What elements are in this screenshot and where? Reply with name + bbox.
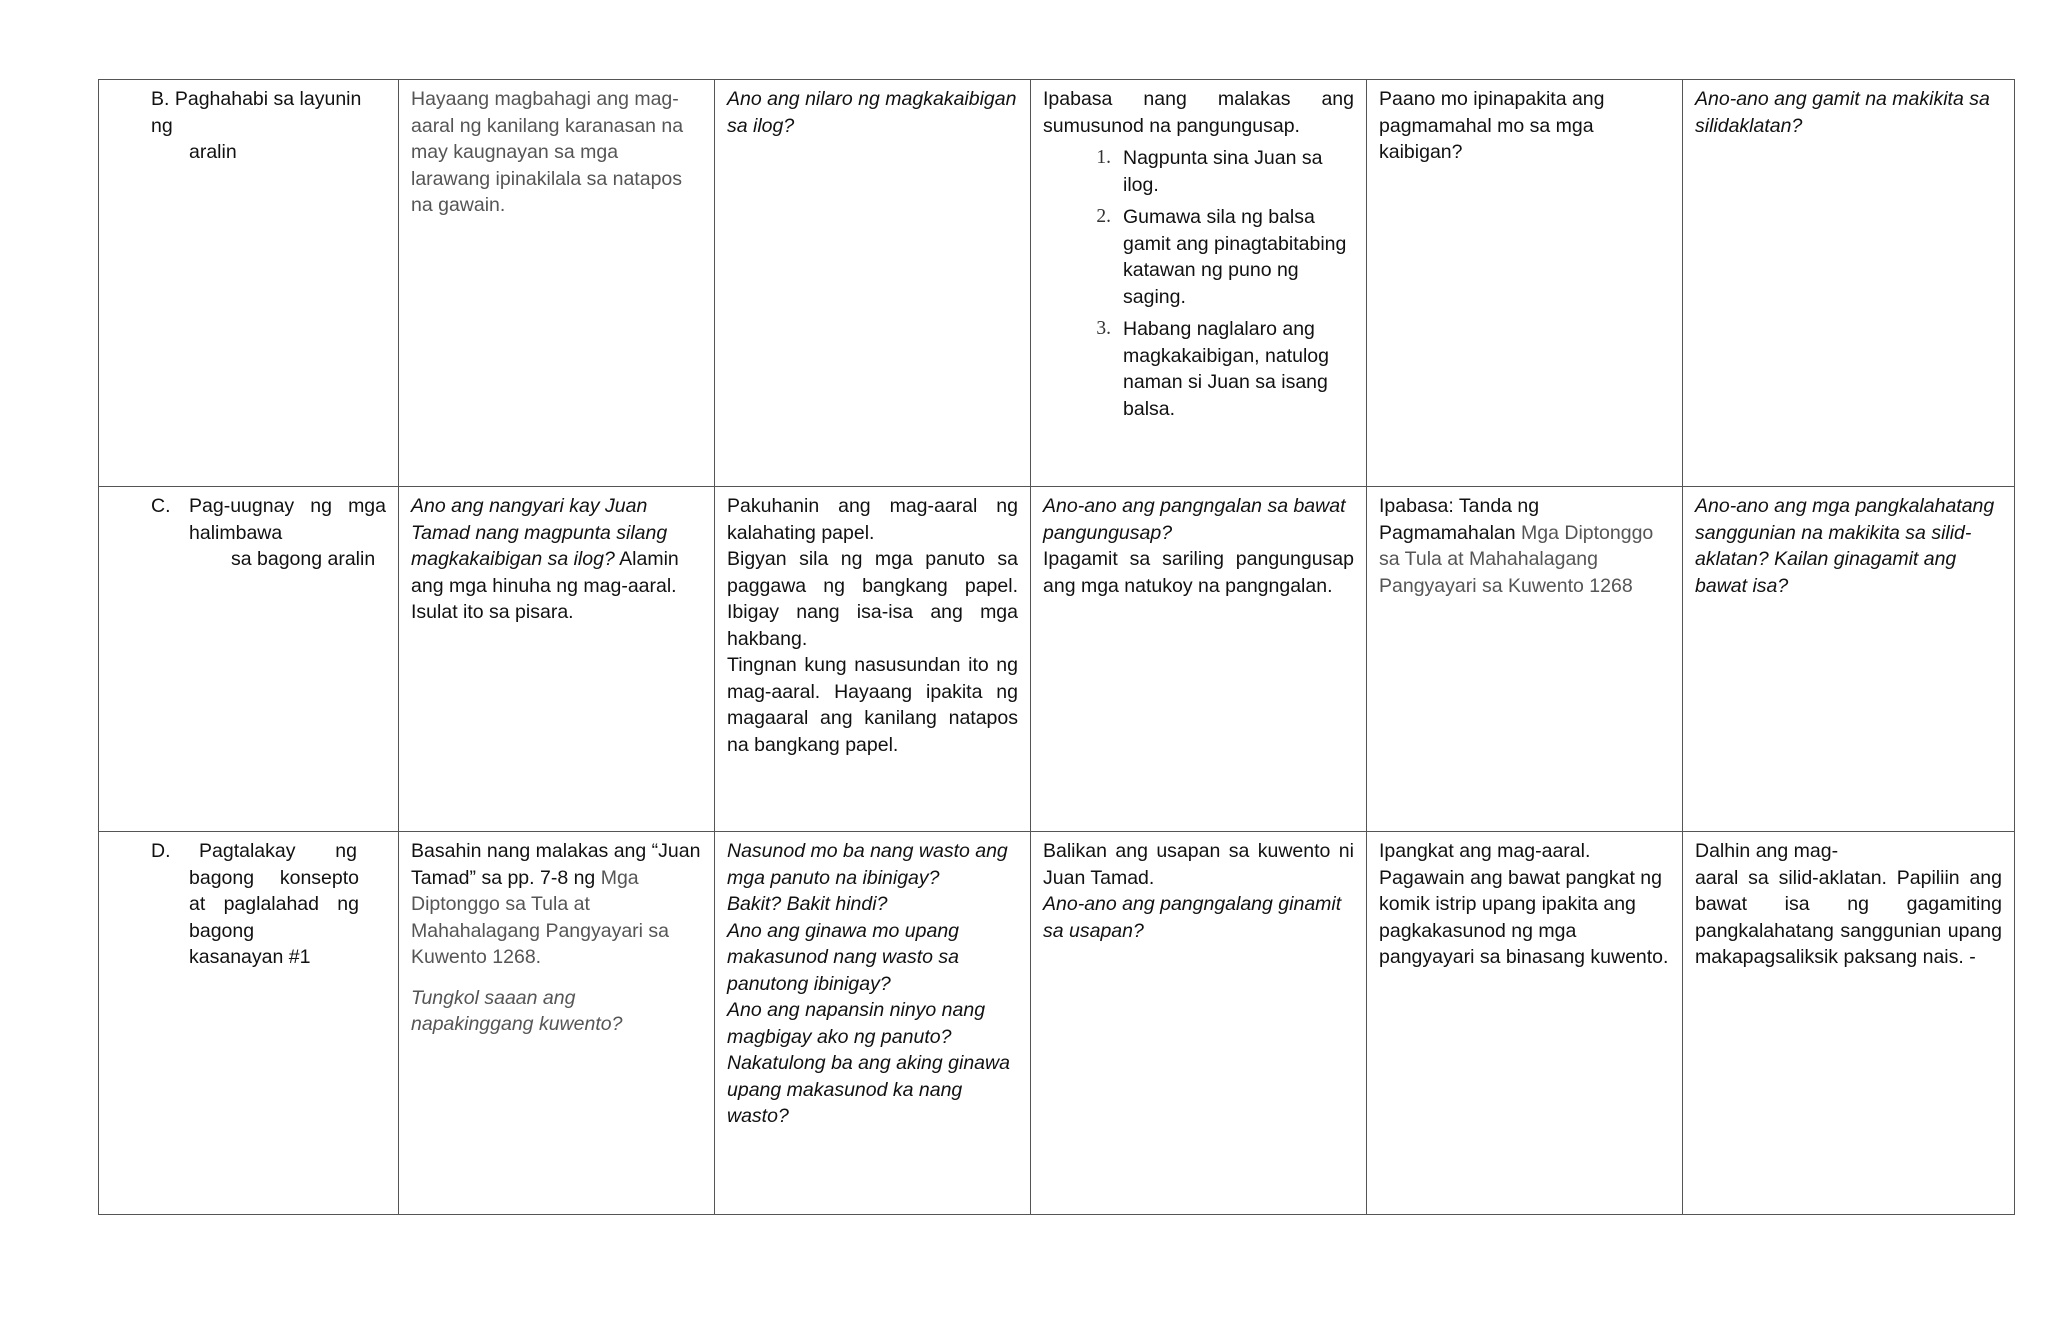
cell-text: Basahin nang malakas ang “Juan Tamad” sa pp. 7-8 ng [411,840,701,889]
cell-text: Ano-ano ang gamit na makikita sa silidaklatan? [1695,88,1990,137]
row-label-line: bagong konsepto [189,866,359,889]
list-number: 2. [1096,206,1111,227]
cell-text: aaral sa silid-aklatan. Papiliin ang bawat isa ng gagamiting pangkalahatang sanggunian upang makapagsaliksik paksang nais. - [1695,866,2002,968]
cell-d-1 [399,832,715,1215]
row-label-line: Pag-uugnay ng mga [189,495,386,517]
cell-text: Ipabasa nang malakas ang sumusunod na pangungusap. [1043,88,1354,137]
cell-text: Ipangkat ang mag-aaral. Pagawain ang bawat pangkat ng komik istrip upang ipakita ang pagkakasunod ng mga pangyayari sa binasang kuwento. [1379,840,1669,968]
table-row-b [99,80,2015,487]
cell-c-2 [715,487,1031,832]
row-label-line: at paglalahad ng [189,893,359,915]
table-row-d [99,832,2015,1215]
cell-c-3 [1031,487,1367,832]
list-text: Nagpunta sina Juan sa ilog. [1123,147,1323,196]
lesson-plan-table [98,79,2015,1215]
cell-d-3 [1031,832,1367,1215]
cell-d-2 [715,832,1031,1215]
list-item [1043,316,1354,422]
cell-text: Ano-ano ang pangngalang ginamit sa usapan? [1043,893,1342,942]
row-letter: D. [151,840,171,862]
row-label-d [99,832,399,1215]
list-item [1043,204,1354,310]
row-label-line: kasanayan #1 [189,946,311,968]
list-item [1043,145,1354,198]
cell-b-4 [1367,80,1683,487]
table-row-c [99,487,2015,832]
cell-text: Ano-ano ang pangngalan sa bawat pangungusap? [1043,495,1346,544]
cell-c-1 [399,487,715,832]
cell-d-4 [1367,832,1683,1215]
cell-text: Ano ang nilaro ng magkakaibigan sa ilog? [727,88,1017,137]
row-label-line: Paghahabi sa layunin ng [151,88,362,137]
cell-text: Ano ang nangyari kay Juan Tamad nang magpunta silang magkakaibigan sa ilog? [411,495,668,570]
row-label-line: halimbawa [189,521,283,544]
cell-c-5 [1683,487,2015,832]
cell-text: Paano mo ipinapakita ang pagmamahal mo sa mga kaibigan? [1379,88,1605,163]
cell-text: Balikan ang usapan sa kuwento ni Juan Tamad. [1043,840,1354,889]
cell-b-5 [1683,80,2015,487]
list-text: Habang naglalaro ang magkakaibigan, natulog naman si Juan sa isang balsa. [1123,318,1329,420]
cell-text: Dalhin ang mag- [1695,840,1839,862]
cell-b-1 [399,80,715,487]
list-number: 3. [1096,318,1111,339]
cell-text: Tungkol saaan ang napakinggang kuwento? [411,986,623,1035]
cell-text: Hayaang magbahagi ang mag-aaral ng kanilang karanasan na may kaugnayan sa mga larawang ipinakilala sa natapos na gawain. [411,88,684,216]
row-letter: C. [151,495,171,517]
cell-c-4 [1367,487,1683,832]
cell-text: Mga Diptonggo sa Tula at Mahahalagang Pangyayari sa Kuwento 1268. [411,866,670,968]
cell-text: Mga Diptonggo sa Tula at Mahahalagang Pangyayari sa Kuwento 1268 [1379,521,1654,597]
numbered-list [1043,145,1354,422]
row-letter: B. [151,88,170,110]
row-label-line: bagong [189,919,255,942]
row-label-b [99,80,399,487]
cell-text: Ipagamit sa sariling pangungusap ang mga natukoy na pangngalan. [1043,548,1354,597]
cell-b-2 [715,80,1031,487]
row-label-line: aralin [189,141,237,163]
cell-text: Pakuhanin ang mag-aaral ng kalahating papel. Bigyan sila ng mga panuto sa paggawa ng bangkang papel. Ibigay nang isa-isa ang mga hakbang. Tingnan kung nasusundan ito ng mag-aaral. Hayaang ipakita ng magaaral ang kanilang natapos na bangkang papel. [727,495,1018,756]
cell-text: Ano-ano ang mga pangkalahatang sanggunian na makikita sa silid-aklatan? Kailan ginagamit ang bawat isa? [1695,495,1995,597]
cell-b-3 [1031,80,1367,487]
cell-d-5 [1683,832,2015,1215]
cell-text: Ipabasa: Tanda ng Pagmamahalan [1379,495,1540,544]
row-label-line: Pagtalakay ng [199,840,357,862]
list-text: Gumawa sila ng balsa gamit ang pinagtabitabing katawan ng puno ng saging. [1123,206,1347,308]
list-number: 1. [1096,147,1111,168]
row-label-line: sa bagong aralin [231,548,376,570]
cell-text: Alamin ang mga hinuha ng mag-aaral. Isulat ito sa pisara. [411,548,679,623]
row-label-c [99,487,399,832]
cell-text: Nasunod mo ba nang wasto ang mga panuto na ibinigay? Bakit? Bakit hindi? Ano ang ginawa mo upang makasunod nang wasto sa panutong ibinigay? Ano ang napansin ninyo nang magbigay ako ng panuto? Nakatulong ba ang aking ginawa upang makasunod ka nang wasto? [727,840,1010,1127]
